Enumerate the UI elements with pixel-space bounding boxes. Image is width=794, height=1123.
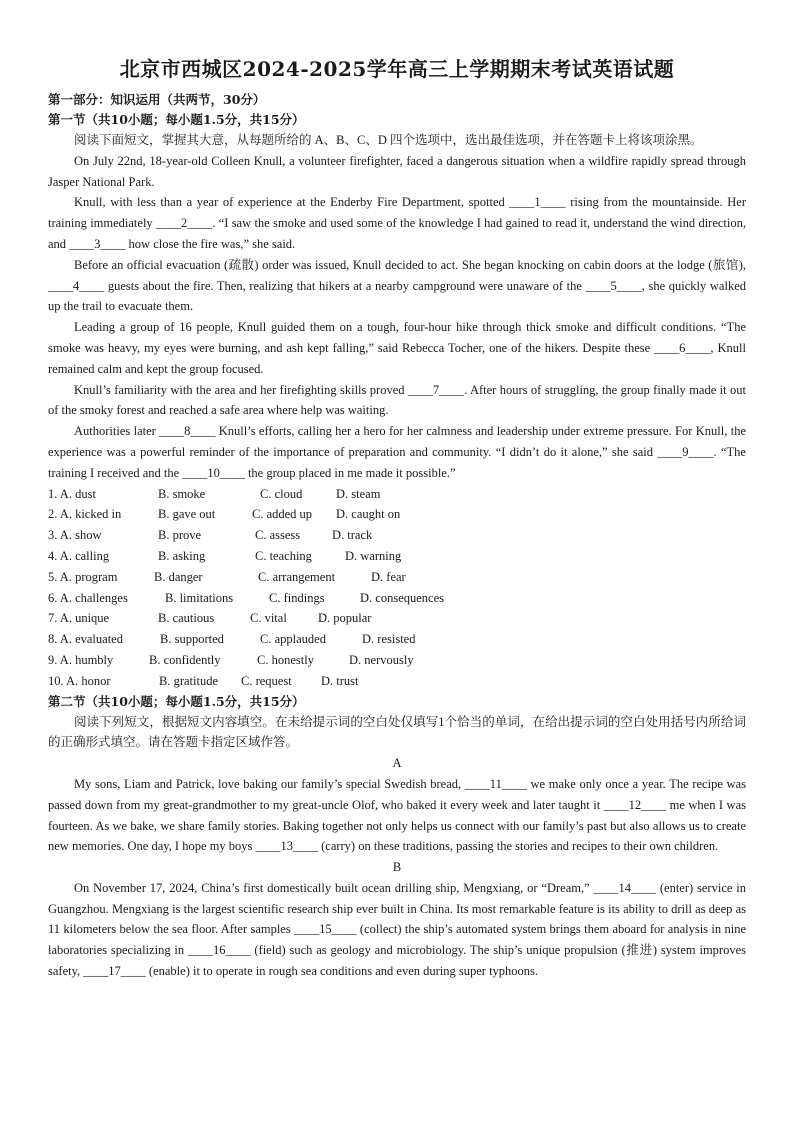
option-row-6 <box>48 588 746 609</box>
option-a: 8. A. evaluated <box>48 632 123 647</box>
option-b: B. prove <box>158 528 202 543</box>
option-a: 10. A. honor <box>48 673 111 688</box>
passage-b: On November 17, 2024, China’s first domestically built ocean drilling ship, Mengxiang, or “Dream,” ____14____ (enter) service in Guangzhou. Mengxiang is the largest scientific research ship ever built in China. Its most remarkable feature is its ability to drill as deep as 11 kilometers below the sea floor. After samples ____15____ (collect) the ship’s automated system brings them aboard for analysis in nine laboratories specializing in ____16____ (field) such as geology and microbiology. The ship’s unique propulsion (推进) system improves safety, ____17____ (enable) it to operate in rough sea conditions and even during super typhoons. <box>48 880 746 979</box>
option-row-10 <box>48 671 746 692</box>
option-c: C. cloud <box>260 486 303 501</box>
exam-page <box>48 56 746 982</box>
option-c: C. request <box>241 673 292 688</box>
option-c: C. added up <box>252 507 313 522</box>
option-c: C. findings <box>269 590 325 605</box>
section2-instructions: 阅读下列短文，根据短文内容填空。在未给提示词的空白处仅填写1个恰当的单词，在给出提示词的空白处用括号内所给词的正确形式填空。请在答题卡指定区域作答。 <box>48 714 746 750</box>
option-a: 9. A. humbly <box>48 652 114 667</box>
option-row-7 <box>48 608 746 629</box>
option-b: B. confidently <box>149 652 221 667</box>
option-b: B. cautious <box>158 611 215 626</box>
option-a: 3. A. show <box>48 528 102 543</box>
option-d: D. resisted <box>362 632 416 647</box>
option-c: C. teaching <box>255 548 312 563</box>
passage1-paragraph-5: Knull’s familiarity with the area and her firefighting skills proved ____7____. After hours of struggling, the group finally made it out of the smoky forest and reached a safe area where help was waiting. <box>48 382 746 418</box>
passage1-paragraph-4: Leading a group of 16 people, Knull guided them on a tough, four-hour hike through thick smoke and difficult conditions. “The smoke was heavy, my eyes were burning, and ash kept falling,” said Rebecca Tocher, one of the hikers. Despite these ____6____, Knull remained calm and kept the group focused. <box>48 320 746 376</box>
option-b: B. smoke <box>158 486 206 501</box>
option-c: C. arrangement <box>258 569 336 584</box>
option-c: C. applauded <box>260 632 326 647</box>
option-d: D. nervously <box>349 652 414 667</box>
option-row-4 <box>48 546 746 567</box>
passage-a-label: A <box>392 756 402 771</box>
option-a: 6. A. challenges <box>48 590 128 605</box>
option-row-9 <box>48 650 746 671</box>
passage1-paragraph-6: Authorities later ____8____ Knull’s efforts, calling her a hero for her calmness and leadership under extreme pressure. For Knull, the experience was a powerful reminder of the importance of preparation and community. “I didn’t do it alone,” she said ____9____. “The training I received and the ____10____ the group placed in me made it possible.” <box>48 424 746 480</box>
option-a: 2. A. kicked in <box>48 507 122 522</box>
exam-title: 北京市西城区2024-2025学年高三上学期期末考试英语试题 <box>119 57 675 81</box>
option-row-3 <box>48 525 746 546</box>
option-b: B. limitations <box>165 590 234 605</box>
passage1-paragraph-1: On July 22nd, 18-year-old Colleen Knull, a volunteer firefighter, faced a dangerous situation when a wildfire rapidly spread through Jasper National Park. <box>48 153 746 189</box>
option-row-8 <box>48 629 746 650</box>
option-a: 4. A. calling <box>48 548 110 563</box>
option-d: D. track <box>332 528 373 543</box>
option-c: C. honestly <box>257 652 314 667</box>
section1-heading: 第一节（共10小题；每小题1.5分，共15分） <box>48 112 305 127</box>
option-a: 1. A. dust <box>48 486 96 501</box>
option-b: B. danger <box>154 569 203 584</box>
option-d: D. warning <box>345 548 402 563</box>
passage-b-label: B <box>392 860 402 875</box>
option-d: D. consequences <box>360 590 444 605</box>
options-list <box>48 484 746 692</box>
section1-instructions: 阅读下面短文，掌握其大意，从每题所给的 A、B、C、D 四个选项中，选出最佳选项，并在答题卡上将该项涂黑。 <box>74 133 703 147</box>
option-a: 5. A. program <box>48 569 118 584</box>
option-a: 7. A. unique <box>48 611 110 626</box>
option-d: D. trust <box>321 673 359 688</box>
option-d: D. fear <box>371 569 406 584</box>
passage1-paragraph-2: Knull, with less than a year of experience at the Enderby Fire Department, spotted ____1____ rising from the mountainside. Her training immediately ____2____. “I saw the smoke and used some of the knowledge I had gained to read it, understand the wind direction, and ____3____ how close the fire was,” she said. <box>48 195 746 251</box>
passage-a: My sons, Liam and Patrick, love baking our family’s special Swedish bread, ____11____ we make only once a year. The recipe was passed down from my great-grandmother to my great-uncle Olof, who baked it every week and later taught it ____12____ me when I was fourteen. As we bake, we share family stories. Baking together not only helps us connect with our family’s past but also allows us to create new memories. One day, I hope my boys ____13____ (carry) on these traditions, passing the stories and recipes to their own children. <box>48 776 746 854</box>
option-b: B. supported <box>160 632 224 647</box>
option-row-5 <box>48 567 746 588</box>
option-c: C. assess <box>255 528 301 543</box>
option-d: D. caught on <box>336 507 401 522</box>
option-d: D. popular <box>318 611 372 626</box>
option-d: D. steam <box>336 486 381 501</box>
option-b: B. asking <box>158 548 206 563</box>
part1-heading: 第一部分：知识运用（共两节，30分） <box>48 92 266 107</box>
section2-heading: 第二节（共10小题；每小题1.5分，共15分） <box>48 693 305 709</box>
passage1-paragraph-3: Before an official evacuation (疏散) order was issued, Knull decided to act. She began knocking on cabin doors at the lodge (旅馆), ____4____ guests about the fire. Then, realizing that hikers at a nearby campground were unaware of the ____5____, she quickly walked up the trail to evacuate them. <box>48 257 746 314</box>
option-row-1 <box>48 484 746 505</box>
option-c: C. vital <box>250 611 287 626</box>
option-b: B. gratitude <box>159 673 219 688</box>
option-b: B. gave out <box>158 507 216 522</box>
option-row-2 <box>48 504 746 525</box>
